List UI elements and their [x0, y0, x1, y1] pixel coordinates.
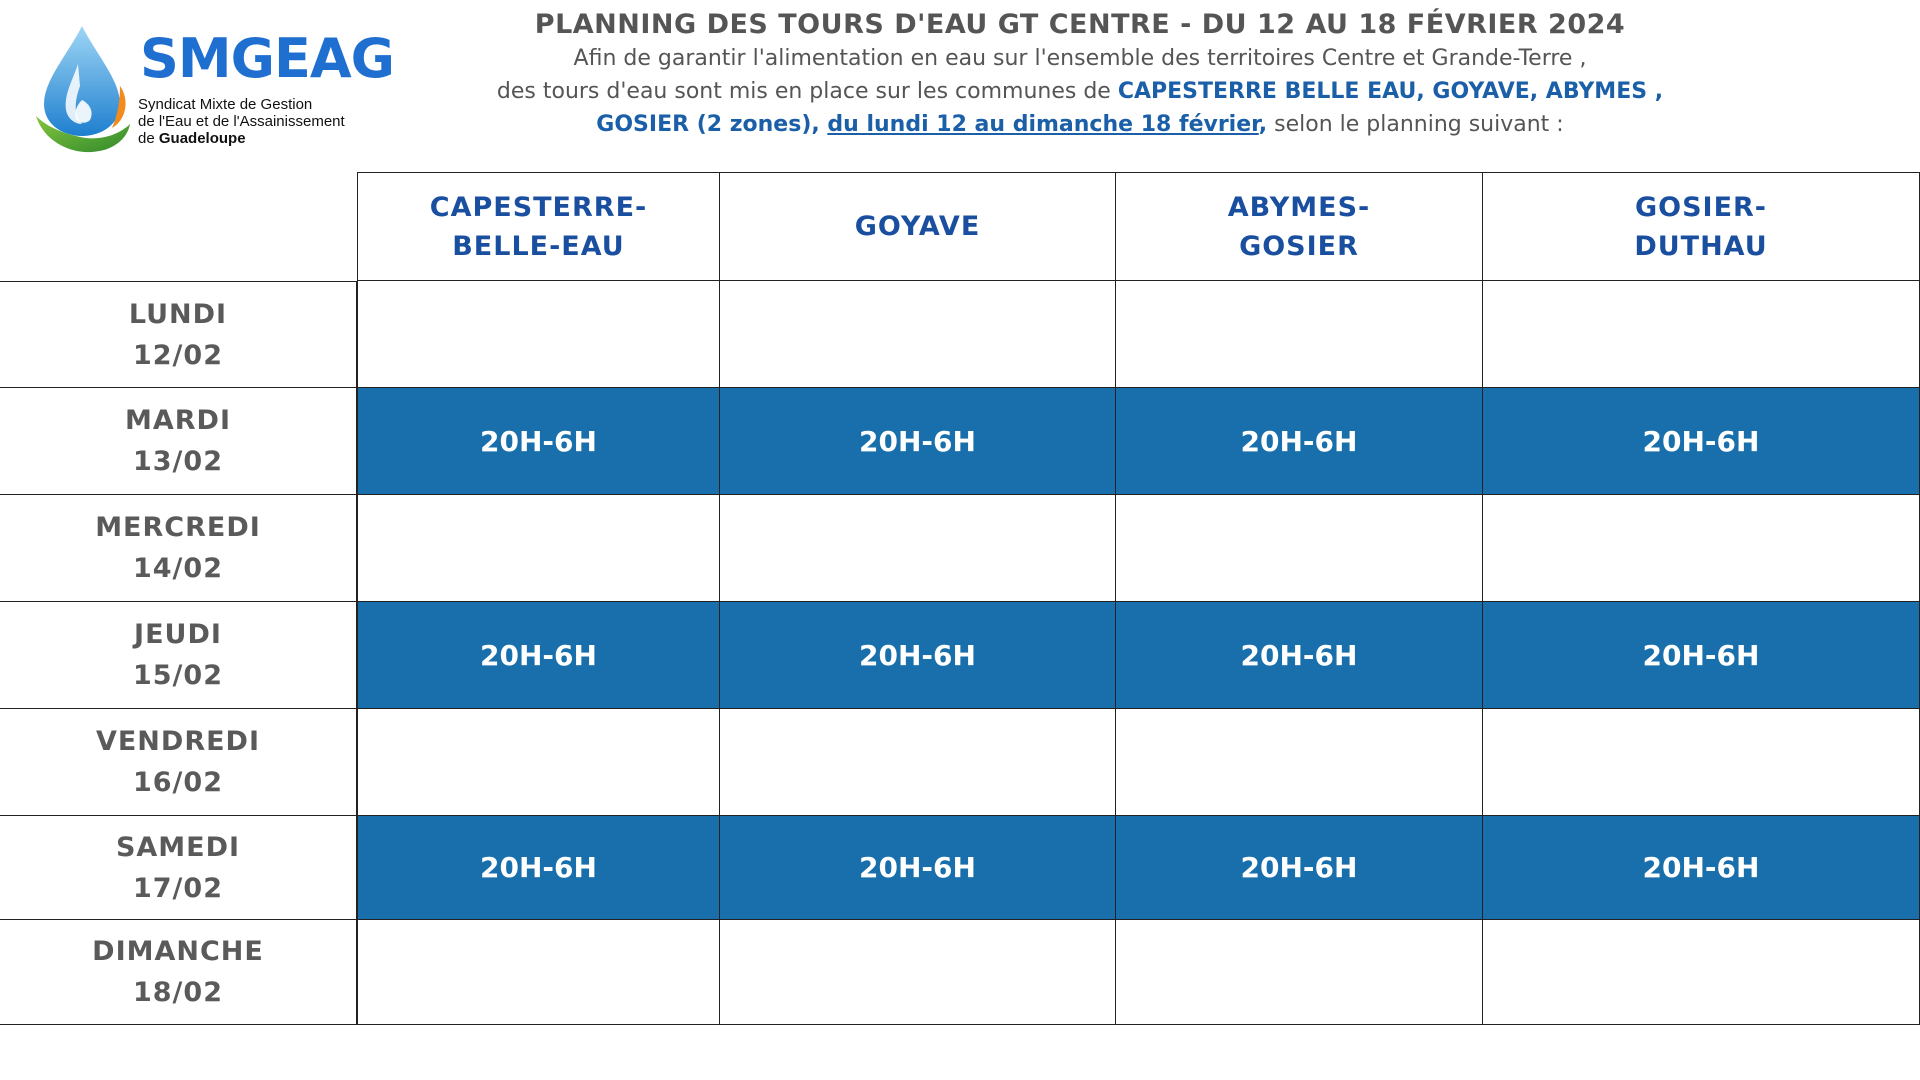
- schedule-cell: [1483, 816, 1920, 920]
- intro-line-1: Afin de garantir l'alimentation en eau sur l'ensemble des territoires Centre et Grande-Terre ,: [573, 46, 1587, 71]
- day-cell: [0, 816, 357, 920]
- schedule-cell: [1116, 709, 1483, 816]
- date-range-comma: ,: [1258, 112, 1268, 137]
- intro-line-3: [440, 108, 1720, 141]
- schedule-cell: [357, 709, 720, 816]
- column-header-line: GOYAVE: [854, 211, 981, 242]
- day-label: [129, 294, 227, 376]
- brand-subtitle-region: Guadeloupe: [158, 130, 246, 147]
- day-date: 16/02: [132, 767, 223, 798]
- outage-time-slot: 20H-6H: [1642, 638, 1760, 672]
- day-name: DIMANCHE: [92, 936, 264, 967]
- schedule-cell: [1116, 920, 1483, 1025]
- schedule-cell: [357, 388, 720, 495]
- day-date: 14/02: [132, 553, 223, 584]
- brand-subtitle: [138, 96, 345, 147]
- smgeag-logo: [34, 24, 394, 160]
- brand-subtitle-de: de: [138, 130, 155, 147]
- column-header-line: BELLE-EAU: [452, 230, 625, 262]
- column-header-line: GOSIER-: [1634, 191, 1768, 223]
- schedule-cell: [1116, 495, 1483, 602]
- schedule-cell: [1483, 920, 1920, 1025]
- day-name: JEUDI: [134, 619, 222, 650]
- column-header: [357, 172, 720, 281]
- schedule-cell: [1483, 281, 1920, 388]
- day-cell: [0, 602, 357, 709]
- schedule-cell: [1483, 709, 1920, 816]
- schedule-cell: [1116, 816, 1483, 920]
- outage-time-slot: 20H-6H: [1642, 424, 1760, 458]
- day-date: 13/02: [132, 446, 223, 477]
- column-header-label: [1228, 188, 1371, 266]
- day-label: [116, 827, 240, 909]
- schedule-cell: [357, 816, 720, 920]
- day-cell: [0, 495, 357, 602]
- column-header: [1483, 172, 1920, 281]
- column-header-line: CAPESTERRE-: [429, 191, 648, 223]
- schedule-cell: [720, 388, 1116, 495]
- day-label: [125, 400, 231, 482]
- day-name: MERCREDI: [95, 512, 261, 543]
- day-name: VENDREDI: [95, 726, 261, 757]
- water-drop-logo-icon: [34, 24, 134, 160]
- header: [440, 8, 1720, 141]
- day-date: 15/02: [132, 660, 223, 691]
- day-label: [95, 507, 261, 589]
- column-header-label: [430, 188, 647, 266]
- intro-line-3-suffix: selon le planning suivant :: [1267, 112, 1564, 137]
- day-label: [133, 614, 223, 696]
- schedule-cell: [720, 709, 1116, 816]
- outage-time-slot: 20H-6H: [480, 851, 597, 884]
- intro-line-2: [440, 75, 1720, 108]
- schedule-cell: [720, 281, 1116, 388]
- outage-time-slot: 20H-6H: [1240, 851, 1358, 884]
- column-header: [1116, 172, 1483, 281]
- column-header-label: [855, 207, 981, 246]
- schedule-cell: [720, 816, 1116, 920]
- outage-time-slot: 20H-6H: [859, 638, 976, 672]
- day-name: LUNDI: [128, 298, 228, 330]
- column-header-line: GOSIER: [1239, 230, 1359, 262]
- column-header: [720, 172, 1116, 281]
- schedule-cell: [720, 602, 1116, 709]
- schedule-cell: [357, 602, 720, 709]
- schedule-cell: [1116, 388, 1483, 495]
- column-header-line: DUTHAU: [1634, 230, 1768, 262]
- day-cell: [0, 709, 357, 816]
- outage-time-slot: 20H-6H: [1240, 424, 1358, 458]
- schedule-cell: [1483, 388, 1920, 495]
- schedule-cell: [720, 495, 1116, 602]
- day-cell: [0, 281, 357, 388]
- communes-list: CAPESTERRE BELLE EAU, GOYAVE, ABYMES ,: [1117, 79, 1664, 104]
- day-name: MARDI: [124, 405, 231, 436]
- intro-line-2-prefix: des tours d'eau sont mis en place sur les communes de: [496, 79, 1118, 104]
- column-header-line: ABYMES-: [1227, 191, 1371, 223]
- schedule-cell: [1483, 495, 1920, 602]
- outage-time-slot: 20H-6H: [859, 424, 976, 458]
- communes-list-end: GOSIER (2 zones),: [596, 112, 828, 137]
- day-date: 17/02: [132, 872, 223, 904]
- day-cell: [0, 920, 357, 1025]
- date-range: du lundi 12 au dimanche 18 février: [827, 112, 1259, 137]
- day-label: [92, 931, 264, 1013]
- brand-subtitle-line: Syndicat Mixte de Gestion: [138, 96, 313, 113]
- schedule-cell: [1116, 602, 1483, 709]
- brand-subtitle-line: de l'Eau et de l'Assainissement: [138, 113, 345, 130]
- outage-time-slot: 20H-6H: [859, 851, 976, 884]
- day-name: SAMEDI: [115, 831, 241, 863]
- brand-subtitle-line: [138, 130, 345, 147]
- day-date: 18/02: [132, 977, 223, 1008]
- schedule-cell: [1483, 602, 1920, 709]
- schedule-cell: [720, 920, 1116, 1025]
- day-date: 12/02: [132, 339, 223, 371]
- page-title: PLANNING DES TOURS D'EAU GT CENTRE - DU 12 AU 18 FÉVRIER 2024: [534, 9, 1626, 40]
- brand-name: SMGEAG: [140, 27, 394, 90]
- outage-time-slot: 20H-6H: [1240, 638, 1358, 672]
- day-label: [96, 721, 260, 803]
- outage-time-slot: 20H-6H: [480, 424, 597, 458]
- day-cell: [0, 388, 357, 495]
- schedule-cell: [357, 281, 720, 388]
- column-header-label: [1634, 188, 1767, 266]
- outage-time-slot: 20H-6H: [480, 638, 597, 672]
- schedule-cell: [357, 495, 720, 602]
- outage-time-slot: 20H-6H: [1642, 851, 1760, 884]
- schedule-table: [0, 172, 1920, 1025]
- schedule-cell: [1116, 281, 1483, 388]
- schedule-cell: [357, 920, 720, 1025]
